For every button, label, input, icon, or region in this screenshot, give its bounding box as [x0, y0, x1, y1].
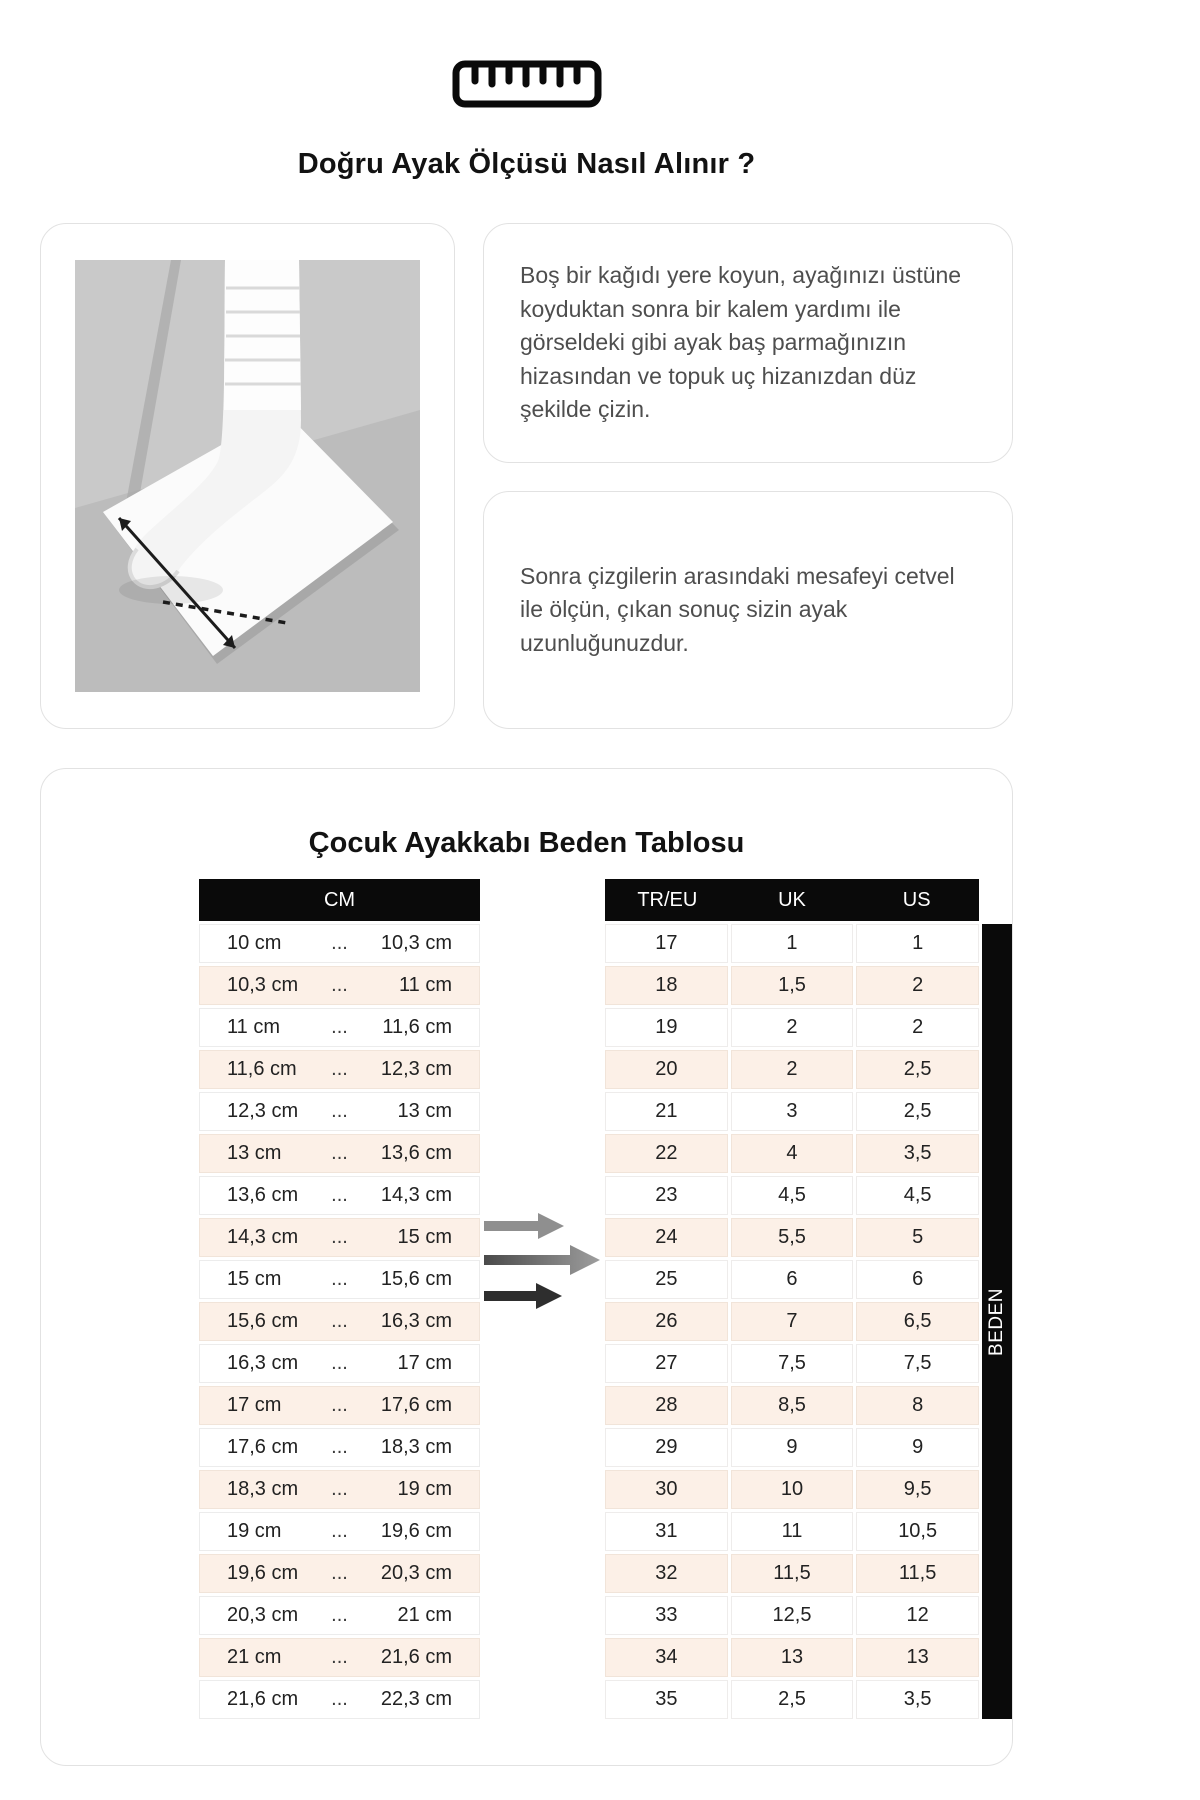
size-table-rows	[605, 924, 979, 1719]
instruction-cards	[483, 223, 1013, 729]
cm-to-value: 15,6 cm	[380, 1268, 452, 1290]
cm-range-dots: ...	[331, 1688, 348, 1710]
cm-range-dots: ...	[331, 1436, 348, 1458]
uk-value: 10	[731, 1470, 854, 1509]
tr-eu-value: 32	[605, 1554, 728, 1593]
cm-range-row	[199, 966, 480, 1005]
uk-value: 2,5	[731, 1680, 854, 1719]
uk-value: 7,5	[731, 1344, 854, 1383]
cm-range-row	[199, 1092, 480, 1131]
cm-from-value: 18,3 cm	[227, 1478, 299, 1500]
uk-value: 1,5	[731, 966, 854, 1005]
cm-range-row	[199, 1554, 480, 1593]
cm-to-value: 11 cm	[399, 974, 452, 996]
uk-value: 11	[731, 1512, 854, 1551]
tr-eu-value: 27	[605, 1344, 728, 1383]
cm-range-row	[199, 1218, 480, 1257]
cm-from-value: 19,6 cm	[227, 1562, 299, 1584]
size-conversion-table	[605, 879, 979, 1719]
foot-photo-card	[40, 223, 455, 729]
cm-from-value: 19 cm	[227, 1520, 282, 1542]
cm-to-value: 20,3 cm	[380, 1562, 452, 1584]
size-table-header-row	[605, 879, 979, 921]
cm-range-dots: ...	[331, 1226, 348, 1248]
cm-range-row	[199, 1596, 480, 1635]
measurement-instructions-section	[40, 223, 1013, 729]
cm-to-value: 13 cm	[397, 1100, 452, 1122]
cm-to-value: 11,6 cm	[382, 1016, 452, 1038]
cm-from-value: 10,3 cm	[227, 974, 299, 996]
us-value: 11,5	[856, 1554, 979, 1593]
cm-range-row	[199, 1302, 480, 1341]
cm-range-dots: ...	[331, 1184, 348, 1206]
tr-eu-value: 34	[605, 1638, 728, 1677]
cm-to-value: 17 cm	[397, 1352, 452, 1374]
size-table-row	[605, 1554, 979, 1593]
us-value: 3,5	[856, 1134, 979, 1173]
us-value: 6,5	[856, 1302, 979, 1341]
size-table-row	[605, 1512, 979, 1551]
tr-eu-value: 29	[605, 1428, 728, 1467]
uk-value: 11,5	[731, 1554, 854, 1593]
cm-from-value: 13,6 cm	[227, 1184, 299, 1206]
cm-range-row	[199, 1428, 480, 1467]
size-table-row	[605, 1092, 979, 1131]
instruction-step-2-text: Sonra çizgilerin arasındaki mesafeyi cetvel ile ölçün, çıkan sonuç sizin ayak uzunluğunuzdur.	[520, 562, 955, 656]
cm-range-dots: ...	[331, 1268, 348, 1290]
us-value: 3,5	[856, 1680, 979, 1719]
uk-value: 1	[731, 924, 854, 963]
uk-value: 2	[731, 1008, 854, 1047]
beden-label: BEDEN	[986, 1287, 1007, 1356]
cm-from-value: 15 cm	[227, 1268, 282, 1290]
us-value: 13	[856, 1638, 979, 1677]
cm-range-dots: ...	[331, 1142, 348, 1164]
cm-from-value: 21,6 cm	[227, 1688, 299, 1710]
cm-range-row	[199, 1134, 480, 1173]
tr-eu-value: 20	[605, 1050, 728, 1089]
uk-value: 8,5	[731, 1386, 854, 1425]
cm-range-dots: ...	[331, 1016, 348, 1038]
cm-range-row	[199, 1386, 480, 1425]
mapping-arrows	[480, 879, 605, 1719]
cm-range-dots: ...	[331, 1310, 348, 1332]
cm-range-dots: ...	[331, 974, 348, 996]
size-table-row	[605, 1260, 979, 1299]
cm-range-row	[199, 1680, 480, 1719]
arrow-right-icon	[484, 1245, 600, 1275]
ruler-icon-wrap	[40, 0, 1013, 108]
us-value: 2	[856, 966, 979, 1005]
size-table-row	[605, 1428, 979, 1467]
cm-to-value: 19,6 cm	[380, 1520, 452, 1542]
cm-to-value: 21 cm	[397, 1604, 452, 1626]
cm-to-value: 17,6 cm	[380, 1394, 452, 1416]
foot-measurement-photo	[75, 260, 420, 692]
cm-range-row	[199, 1512, 480, 1551]
us-value: 2,5	[856, 1092, 979, 1131]
size-chart-title: Çocuk Ayakkabı Beden Tablosu	[308, 827, 745, 859]
us-value: 9,5	[856, 1470, 979, 1509]
instruction-step-1-text: Boş bir kağıdı yere koyun, ayağınızı üstüne koyduktan sonra bir kalem yardımı ile görseldeki gibi ayak baş parmağınızın hizasından ve topuk uç hizanızdan düz şekilde çizin.	[520, 262, 962, 423]
cm-range-row	[199, 1260, 480, 1299]
tr-eu-value: 25	[605, 1260, 728, 1299]
us-value: 2,5	[856, 1050, 979, 1089]
uk-value: 4	[731, 1134, 854, 1173]
us-value: 10,5	[856, 1512, 979, 1551]
cm-range-row	[199, 1470, 480, 1509]
cm-from-value: 11,6 cm	[227, 1058, 297, 1080]
size-table-row	[605, 1218, 979, 1257]
cm-to-value: 13,6 cm	[380, 1142, 452, 1164]
size-table-row	[605, 1008, 979, 1047]
cm-to-value: 12,3 cm	[380, 1058, 452, 1080]
size-chart-area	[41, 879, 1012, 1719]
cm-range-dots: ...	[331, 932, 348, 954]
cm-range-row	[199, 1638, 480, 1677]
cm-from-value: 10 cm	[227, 932, 282, 954]
uk-value: 9	[731, 1428, 854, 1467]
cm-range-dots: ...	[331, 1100, 348, 1122]
tr-eu-value: 31	[605, 1512, 728, 1551]
size-table-row	[605, 966, 979, 1005]
ruler-icon	[452, 60, 602, 108]
cm-table-header: CM	[199, 879, 480, 921]
us-value: 7,5	[856, 1344, 979, 1383]
cm-range-row	[199, 1050, 480, 1089]
tr-eu-value: 33	[605, 1596, 728, 1635]
tr-eu-value: 19	[605, 1008, 728, 1047]
size-table-row	[605, 1134, 979, 1173]
size-table-row	[605, 1638, 979, 1677]
us-value: 6	[856, 1260, 979, 1299]
uk-value: 4,5	[731, 1176, 854, 1215]
tr-eu-value: 26	[605, 1302, 728, 1341]
uk-value: 12,5	[731, 1596, 854, 1635]
cm-from-value: 12,3 cm	[227, 1100, 299, 1122]
cm-range-dots: ...	[331, 1520, 348, 1542]
tr-eu-value: 24	[605, 1218, 728, 1257]
tr-eu-value: 22	[605, 1134, 728, 1173]
cm-range-dots: ...	[331, 1562, 348, 1584]
cm-to-value: 15 cm	[397, 1226, 452, 1248]
us-value: 8	[856, 1386, 979, 1425]
cm-to-value: 21,6 cm	[380, 1646, 452, 1668]
cm-to-value: 10,3 cm	[380, 932, 452, 954]
tr-eu-value: 28	[605, 1386, 728, 1425]
us-value: 5	[856, 1218, 979, 1257]
arrow-right-icon	[484, 1283, 562, 1309]
instruction-step-1-card	[483, 223, 1013, 463]
cm-range-dots: ...	[331, 1352, 348, 1374]
cm-from-value: 16,3 cm	[227, 1352, 299, 1374]
uk-value: 2	[731, 1050, 854, 1089]
size-table-row	[605, 1176, 979, 1215]
cm-to-value: 16,3 cm	[380, 1310, 452, 1332]
cm-range-row	[199, 1344, 480, 1383]
cm-range-row	[199, 924, 480, 963]
uk-value: 5,5	[731, 1218, 854, 1257]
uk-value: 3	[731, 1092, 854, 1131]
tr-eu-value: 17	[605, 924, 728, 963]
cm-range-dots: ...	[331, 1478, 348, 1500]
tr-eu-value: 35	[605, 1680, 728, 1719]
cm-from-value: 17,6 cm	[227, 1436, 299, 1458]
size-chart-card	[40, 768, 1013, 1766]
size-table-row	[605, 1470, 979, 1509]
cm-range-dots: ...	[331, 1646, 348, 1668]
size-table-row	[605, 1386, 979, 1425]
us-value: 4,5	[856, 1176, 979, 1215]
size-table-row	[605, 1596, 979, 1635]
us-value: 2	[856, 1008, 979, 1047]
arrow-right-icon	[484, 1213, 564, 1239]
us-value: 1	[856, 924, 979, 963]
cm-to-value: 19 cm	[397, 1478, 452, 1500]
cm-to-value: 22,3 cm	[380, 1688, 452, 1710]
size-table-row	[605, 1344, 979, 1383]
uk-value: 6	[731, 1260, 854, 1299]
size-table-header-cell: UK	[778, 888, 806, 911]
size-table-row	[605, 1302, 979, 1341]
cm-range-dots: ...	[331, 1394, 348, 1416]
uk-value: 7	[731, 1302, 854, 1341]
cm-from-value: 13 cm	[227, 1142, 282, 1164]
tr-eu-value: 21	[605, 1092, 728, 1131]
cm-to-value: 18,3 cm	[380, 1436, 452, 1458]
cm-range-row	[199, 1008, 480, 1047]
uk-value: 13	[731, 1638, 854, 1677]
cm-table-rows	[199, 924, 480, 1719]
tr-eu-value: 23	[605, 1176, 728, 1215]
cm-from-value: 14,3 cm	[227, 1226, 299, 1248]
cm-to-value: 14,3 cm	[380, 1184, 452, 1206]
cm-range-dots: ...	[331, 1058, 348, 1080]
tr-eu-value: 18	[605, 966, 728, 1005]
beden-side-bar	[982, 924, 1012, 1719]
us-value: 12	[856, 1596, 979, 1635]
size-table-row	[605, 924, 979, 963]
cm-range-dots: ...	[331, 1604, 348, 1626]
size-table-row	[605, 1050, 979, 1089]
cm-from-value: 15,6 cm	[227, 1310, 299, 1332]
cm-from-value: 11 cm	[227, 1016, 280, 1038]
page-title: Doğru Ayak Ölçüsü Nasıl Alınır ?	[297, 148, 756, 180]
size-conversion-wrap	[605, 879, 1012, 1719]
cm-from-value: 20,3 cm	[227, 1604, 299, 1626]
cm-range-row	[199, 1176, 480, 1215]
cm-range-table	[199, 879, 480, 1719]
size-table-header-cell: US	[902, 888, 931, 911]
size-table-header-cell: TR/EU	[637, 888, 698, 911]
cm-from-value: 21 cm	[227, 1646, 282, 1668]
instruction-step-2-card	[483, 491, 1013, 729]
tr-eu-value: 30	[605, 1470, 728, 1509]
size-table-row	[605, 1680, 979, 1719]
cm-from-value: 17 cm	[227, 1394, 282, 1416]
us-value: 9	[856, 1428, 979, 1467]
